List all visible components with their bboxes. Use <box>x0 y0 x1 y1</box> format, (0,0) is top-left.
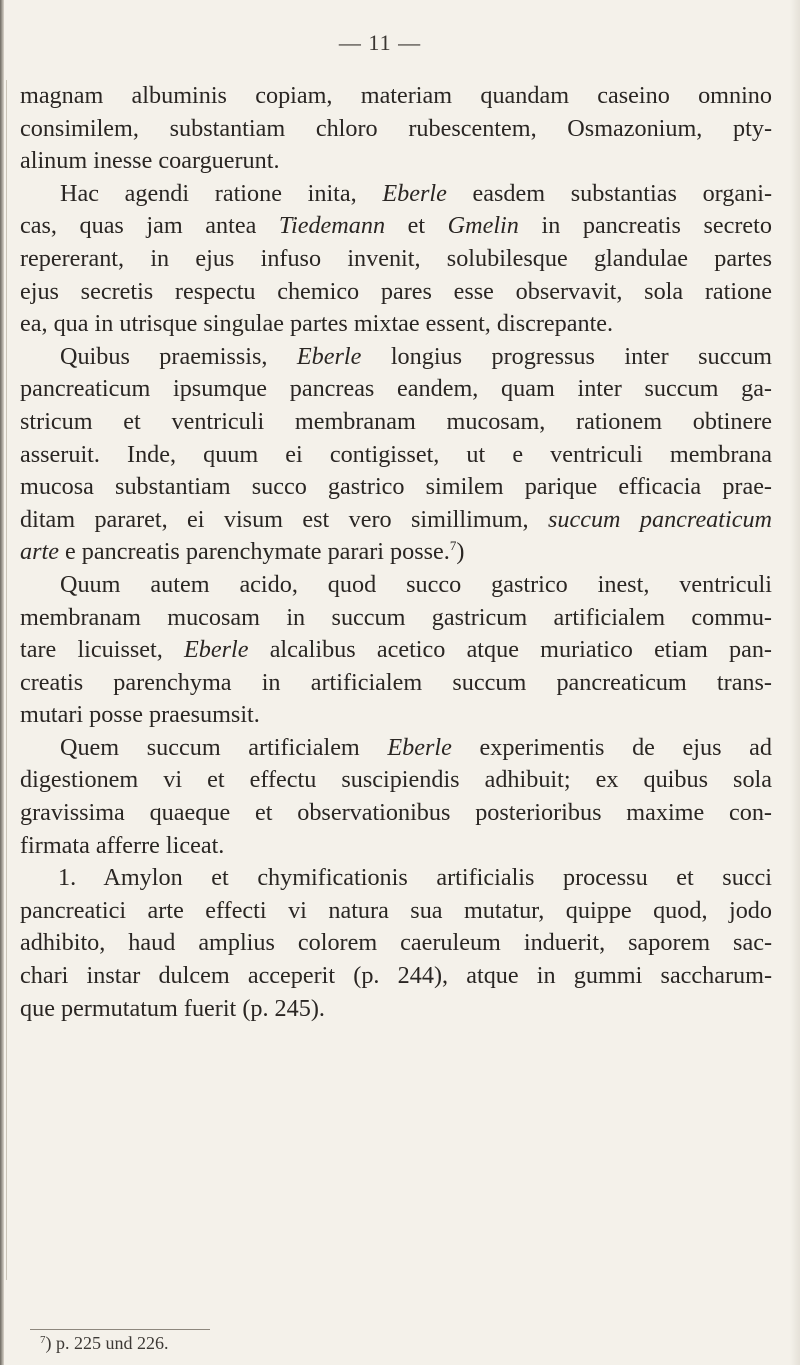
text-line: chari instar dulcem acceperit (p. 244), atque in gummi saccharum- <box>20 962 772 990</box>
text-line: ea, qua in utrisque singulae partes mixtae essent, discrepante. <box>20 310 614 338</box>
text-line: Quibus praemissis, Eberle longius progressus inter succum <box>60 342 772 370</box>
text-line: tare licuisset, Eberle alcalibus acetico atque muriatico etiam pan- <box>20 636 772 664</box>
text-line: Quum autem acido, quod succo gastrico inest, ventriculi <box>60 570 772 598</box>
page-number: — 11 — <box>338 30 422 55</box>
text-line: firmata afferre liceat. <box>20 831 225 859</box>
page-fold-line <box>6 80 7 1280</box>
emphasis-text: arte <box>20 538 59 566</box>
page-binding-shadow <box>0 0 4 1365</box>
text-line: gravissima quaeque et observationibus posterioribus maxime con- <box>20 799 772 827</box>
text-line: digestionem vi et effectu suscipiendis adhibuit; ex quibus sola <box>20 766 772 794</box>
text-line: ejus secretis respectu chemico pares esse observavit, sola ratione <box>20 277 772 305</box>
footnote-text: ) p. 225 und 226. <box>45 1333 169 1353</box>
author-name: Gmelin <box>447 212 519 240</box>
text-line: stricum et ventriculi membranam mucosam, rationem obtinere <box>20 407 772 435</box>
footnote-marker: 7 <box>40 1334 46 1346</box>
text-line: alinum inesse coarguerunt. <box>20 147 280 175</box>
author-name: Eberle <box>184 636 249 664</box>
text-line: adhibito, haud amplius colorem caeruleum induerit, saporem sac- <box>20 929 772 957</box>
footnote-ref[interactable]: 7 <box>449 538 457 554</box>
emphasis-text: succum pancreaticum <box>547 505 773 533</box>
footnote <box>40 1333 169 1354</box>
author-name: Eberle <box>382 179 447 207</box>
page-right-edge <box>790 0 800 1365</box>
text-line: pancreatici arte effecti vi natura sua mutatur, quippe quod, jodo <box>20 896 772 924</box>
body-text <box>20 80 772 1025</box>
text-line: consimilem, substantiam chloro rubescentem, Osmazonium, pty- <box>20 114 772 142</box>
text-line: pancreaticum ipsumque pancreas eandem, quam inter succum ga- <box>20 375 772 403</box>
list-item-1: 1. Amylon et chymificationis artificialis processu et succi <box>58 864 772 892</box>
text-line: Quem succum artificialem Eberle experimentis de ejus ad <box>60 733 772 761</box>
author-name: Tiedemann <box>278 212 386 240</box>
text-line: que permutatum fuerit (p. 245). <box>20 994 325 1022</box>
text-line: arte e pancreatis parenchymate parari posse.$^7$) <box>20 538 465 566</box>
text-line: Hac agendi ratione inita, Eberle easdem substantias organi- <box>60 179 772 207</box>
footnote-divider <box>30 1329 210 1330</box>
text-line: asseruit. Inde, quum ei contigisset, ut e ventriculi membrana <box>20 440 772 468</box>
text-line: repererant, in ejus infuso invenit, solubilesque glandulae partes <box>20 244 772 272</box>
author-name: Eberle <box>296 342 362 370</box>
text-line: magnam albuminis copiam, materiam quandam caseino omnino <box>20 82 772 109</box>
author-name: Eberle <box>387 733 452 761</box>
text-line: membranam mucosam in succum gastricum artificialem commu- <box>20 603 772 631</box>
text-line: creatis parenchyma in artificialem succum pancreaticum trans- <box>20 668 772 696</box>
text-line: mucosa substantiam succo gastrico similem parique efficacia prae- <box>20 473 772 501</box>
text-line: ditam pararet, ei visum est vero simillimum, succum pancreaticum <box>20 505 773 533</box>
text-line: mutari posse praesumsit. <box>20 701 260 729</box>
text-line: cas, quas jam antea Tiedemann et Gmelin in pancreatis secreto <box>20 212 772 240</box>
